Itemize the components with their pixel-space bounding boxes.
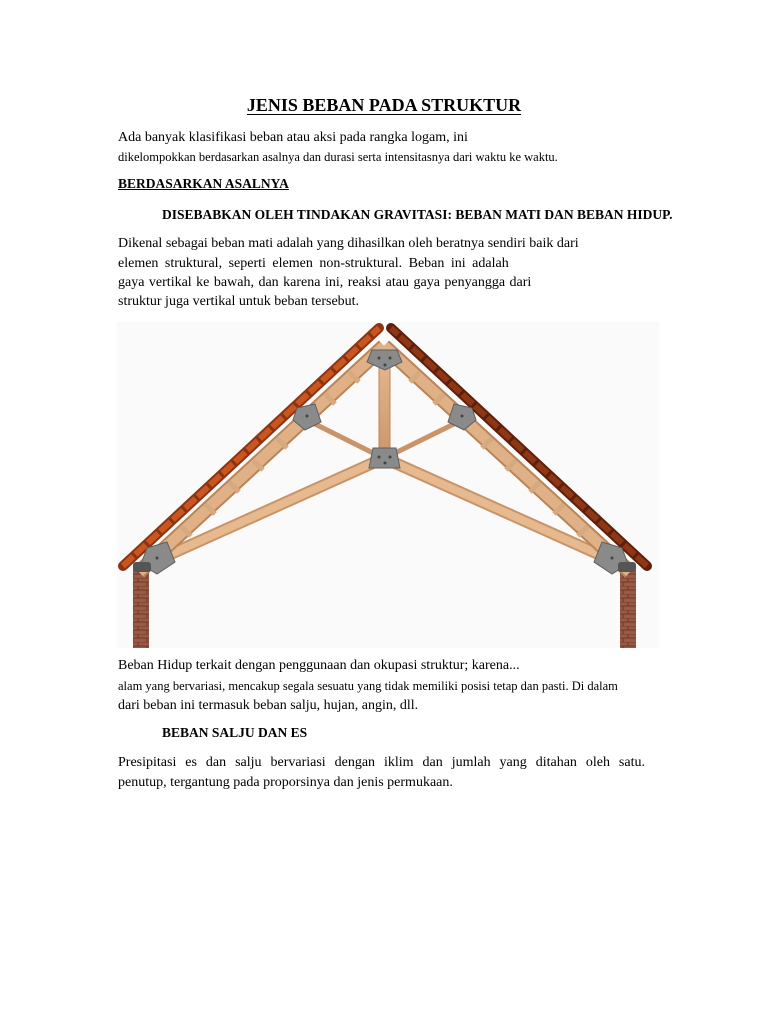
roof-truss-illustration — [117, 322, 659, 648]
snow-line-2: penutup, tergantung pada proporsinya dan jenis permukaan. — [118, 775, 453, 790]
dead-load-line-4: struktur juga vertikal untuk beban tersebut. — [118, 294, 360, 309]
right-brick-wall — [620, 570, 636, 648]
intro-line-1: Ada banyak klasifikasi beban atau aksi pada rangka logam, ini — [118, 130, 468, 145]
subheading-gravity: DISEBABKAN OLEH TINDAKAN GRAVITASI: BEBAN MATI DAN BEBAN HIDUP. — [162, 207, 673, 222]
snow-line-1: Presipitasi es dan salju bervariasi dengan iklim dan jumlah yang ditahan oleh satu. — [118, 755, 645, 770]
dead-load-line-2: elemen struktural, seperti elemen non-struktural. Beban ini adalah — [118, 256, 509, 271]
left-brick-wall — [133, 570, 149, 648]
intro-line-2: dikelompokkan berdasarkan asalnya dan durasi serta intensitasnya dari waktu ke waktu. — [118, 150, 558, 164]
subheading-snow: BEBAN SALJU DAN ES — [162, 725, 308, 740]
live-load-line-1: Beban Hidup terkait dengan penggunaan dan okupasi struktur; karena... — [118, 658, 520, 673]
page-title: JENIS BEBAN PADA STRUKTUR — [246, 95, 522, 115]
live-load-line-2: alam yang bervariasi, mencakup segala sesuatu yang tidak memiliki posisi tetap dan pasti. Di dalam — [118, 679, 618, 693]
dead-load-line-3: gaya vertikal ke bawah, dan karena ini, reaksi atau gaya penyangga dari — [118, 275, 532, 290]
section-heading: BERDASARKAN ASALNYA — [118, 176, 289, 191]
dead-load-line-1: Dikenal sebagai beban mati adalah yang dihasilkan oleh beratnya sendiri baik dari — [118, 236, 579, 251]
live-load-line-3: dari beban ini termasuk beban salju, hujan, angin, dll. — [118, 698, 419, 713]
center-gusset-plate — [369, 448, 400, 468]
